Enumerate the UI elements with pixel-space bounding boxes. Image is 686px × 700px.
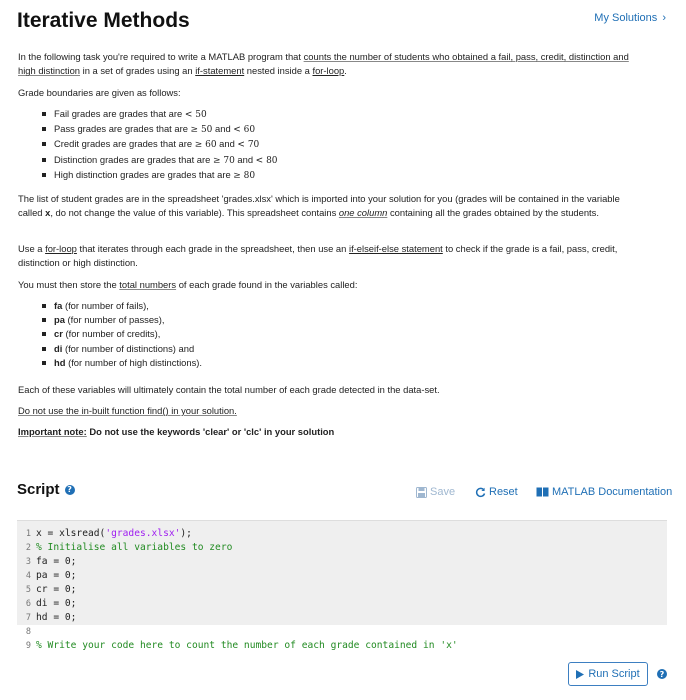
list-item: Distinction grades are grades that are ≥ 70 and < 80 <box>40 153 278 168</box>
list-item: fa (for number of fails), <box>40 299 202 313</box>
code-line[interactable]: 1 x = xlsread('grades.xlsx'); <box>25 528 192 539</box>
list-item: Fail grades are grades that are < 50 <box>40 107 278 122</box>
my-solutions-link[interactable] <box>594 12 666 24</box>
grade-boundaries-list <box>40 107 278 183</box>
task-summary-underlined: counts the number of students who obtained a fail, pass, credit, distinction and high distinction <box>18 51 629 77</box>
list-item: Credit grades are grades that are ≥ 60 and < 70 <box>40 137 278 152</box>
page-title: Iterative Methods <box>17 9 190 32</box>
if-statement-link[interactable]: if-statement <box>195 65 245 77</box>
my-solutions-label: My Solutions <box>594 12 658 24</box>
chevron-right-icon: › <box>662 12 666 24</box>
if-elseif-else-link[interactable]: if-elseif-else statement <box>348 243 443 254</box>
reset-icon <box>475 487 486 498</box>
play-icon <box>576 670 584 679</box>
list-item: pa (for number of passes), <box>40 313 202 327</box>
boundaries-intro: Grade boundaries are given as follows: <box>18 87 181 98</box>
code-line[interactable]: 5 cr = 0; <box>25 584 77 595</box>
important-note: Important note: Do not use the keywords 'clear' or 'clc' in your solution <box>18 426 335 437</box>
book-icon <box>536 487 549 497</box>
list-item: Pass grades are grades that are ≥ 50 and < 60 <box>40 122 278 137</box>
spreadsheet-paragraph: The list of student grades are in the spreadsheet 'grades.xlsx' which is imported into your solution for you (grades will be contained in the variable called x, do not change the value of this variable). This spreadsheet contains one column containing all the grades obtained by the students. <box>18 193 620 219</box>
run-script-button[interactable] <box>568 662 648 686</box>
script-heading-label: Script <box>17 481 60 498</box>
docs-label: MATLAB Documentation <box>552 486 673 498</box>
intro-text: nested inside a <box>244 65 313 77</box>
store-paragraph: You must then store the total numbers of each grade found in the variables called: <box>18 279 358 290</box>
code-line[interactable]: 8 <box>17 625 667 639</box>
variables-list <box>40 299 202 370</box>
code-line[interactable]: 9 % Write your code here to count the number of each grade contained in 'x' <box>17 639 667 653</box>
reset-label: Reset <box>489 486 518 498</box>
matlab-documentation-button[interactable] <box>536 486 672 498</box>
run-script-label: Run Script <box>588 668 640 680</box>
for-loop-link[interactable]: for-loop <box>312 65 345 77</box>
code-line[interactable]: 3 fa = 0; <box>25 556 77 567</box>
code-line[interactable]: 2 % Initialise all variables to zero <box>25 542 233 553</box>
intro-text: In the following task you're required to write a MATLAB program that <box>18 51 304 62</box>
code-editor[interactable] <box>17 520 667 653</box>
save-icon <box>416 487 427 498</box>
save-button[interactable] <box>416 486 455 498</box>
list-item: di (for number of distinctions) and <box>40 342 202 356</box>
intro-text: . <box>344 65 347 77</box>
code-line[interactable]: 4 pa = 0; <box>25 570 77 581</box>
save-label: Save <box>430 486 456 498</box>
code-line[interactable]: 6 di = 0; <box>25 598 77 609</box>
list-item: High distinction grades are grades that are ≥ 80 <box>40 168 278 183</box>
summary-paragraph: Each of these variables will ultimately contain the total number of each grade detected in the data-set. <box>18 384 440 395</box>
loop-paragraph: Use a for-loop that iterates through each grade in the spreadsheet, then use an if-elseif-else statement to check if the grade is a fail, pass, credit, distinction or high distinction. <box>18 243 618 269</box>
help-icon[interactable]: ? <box>65 485 75 495</box>
code-line[interactable]: 7 hd = 0; <box>25 612 77 623</box>
list-item: hd (for number of high distinctions). <box>40 356 202 370</box>
for-loop-link-2[interactable]: for-loop <box>45 243 77 254</box>
intro-text: in a set of grades using an <box>80 65 196 77</box>
reset-button[interactable] <box>475 486 518 498</box>
intro-paragraph <box>18 50 638 79</box>
script-heading <box>17 481 75 498</box>
list-item: cr (for number of credits), <box>40 327 202 341</box>
help-icon[interactable]: ? <box>657 669 667 679</box>
no-find-rule: Do not use the in-built function find() in your solution. <box>18 405 237 416</box>
